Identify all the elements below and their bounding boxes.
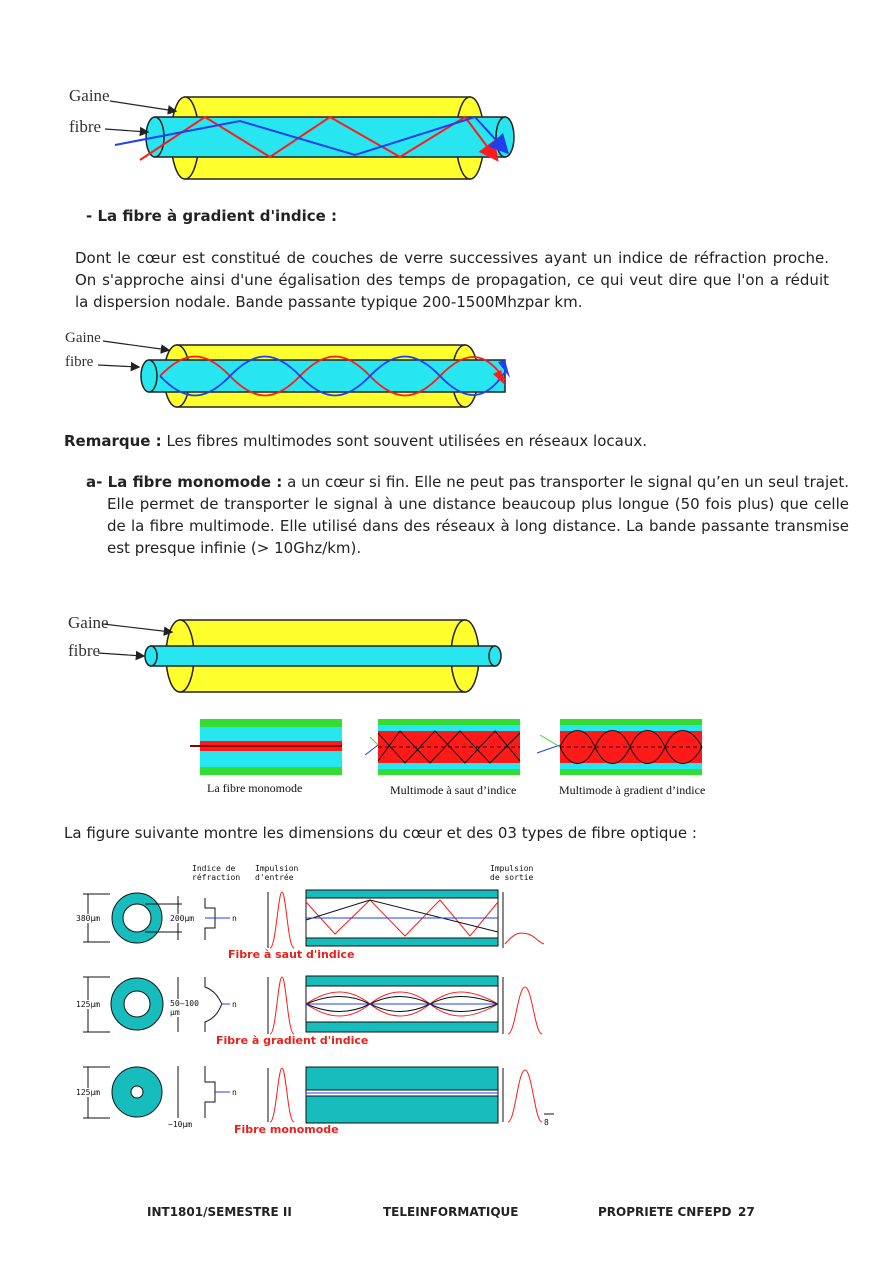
remarque-text: Les fibres multimodes sont souvent utilisées en réseaux locaux.: [161, 432, 647, 450]
outer-diameter-label: 125µm: [76, 1088, 101, 1097]
footer-subject: TELEINFORMATIQUE: [383, 1205, 519, 1219]
fibre-label: fibre: [69, 117, 102, 136]
gaine-label: Gaine: [65, 330, 101, 346]
figure-step-index-fiber: [65, 85, 525, 195]
figure-single-mode-fiber: [65, 610, 525, 700]
section-title-gradient: - La fibre à gradient d'indice :: [86, 207, 338, 225]
n-axis-label: n: [232, 914, 237, 923]
dimensions-intro: La figure suivante montre les dimensions du cœur et des 03 types de fibre optique :: [64, 824, 697, 842]
fiber-type-title: Fibre à gradient d'indice: [216, 1034, 369, 1047]
figure-graded-index-fiber: [65, 330, 525, 415]
fiber-type-title: Fibre à saut d'indice: [228, 948, 355, 961]
impulsion-entree-label: Impulsion d'entrée: [255, 864, 299, 882]
fibre-label: fibre: [68, 641, 101, 660]
page-mark: 8: [544, 1118, 549, 1127]
gradient-description: Dont le cœur est constitué de couches de verre successives ayant un indice de réfraction proche. On s'approche ainsi d'une égalisation des temps de propagation, ce qui veut dire que l'on a réduit la dispersion nodale. Bande passante typique 200-1500Mhzpar km.: [75, 249, 829, 311]
outer-diameter-label: 125µm: [76, 1000, 101, 1009]
caption-monomode: La fibre monomode: [207, 781, 303, 795]
remarque-label: Remarque :: [64, 432, 162, 450]
impulsion-sortie-label: Impulsion de sortie: [490, 864, 534, 882]
monomode-label: a- La fibre monomode :: [86, 473, 283, 491]
fibre-label: fibre: [65, 354, 94, 370]
monomode-text: a un cœur si fin. Elle ne peut pas transporter le signal qu’en un seul trajet. Elle permet de transporter le signal à une distance beaucoup plus longue (50 fois plus) que celle de la fibre multimode. Elle utilisé dans des réseaux à long distance. La bande passante transmise est presque infinie (> 10Ghz/km).: [107, 473, 849, 557]
core-diameter-label: 200µm: [170, 914, 195, 923]
remarque: [64, 430, 647, 452]
caption-saut-indice: Multimode à saut d’indice: [390, 783, 517, 797]
footer-owner: PROPRIETE CNFEPD: [598, 1205, 732, 1219]
gaine-label: Gaine: [68, 613, 109, 632]
fiber-type-comparison: [185, 715, 715, 805]
outer-diameter-label: 380µm: [76, 914, 101, 923]
figure-fiber-dimensions: [70, 862, 560, 1137]
fiber-type-title: Fibre monomode: [234, 1123, 339, 1136]
gaine-label: Gaine: [69, 86, 110, 105]
n-axis-label: n: [232, 1000, 237, 1009]
n-axis-label: n: [232, 1088, 237, 1097]
indice-refraction-label: Indice de réfraction: [192, 864, 241, 882]
page-number: 27: [738, 1205, 755, 1219]
core-diameter-label: ~10µm: [168, 1120, 193, 1129]
caption-gradient-indice: Multimode à gradient d’indice: [559, 783, 706, 797]
footer-code: INT1801/SEMESTRE II: [147, 1205, 292, 1219]
core-diameter-label: 50–100 µm: [170, 999, 199, 1017]
monomode-paragraph: [86, 471, 849, 559]
